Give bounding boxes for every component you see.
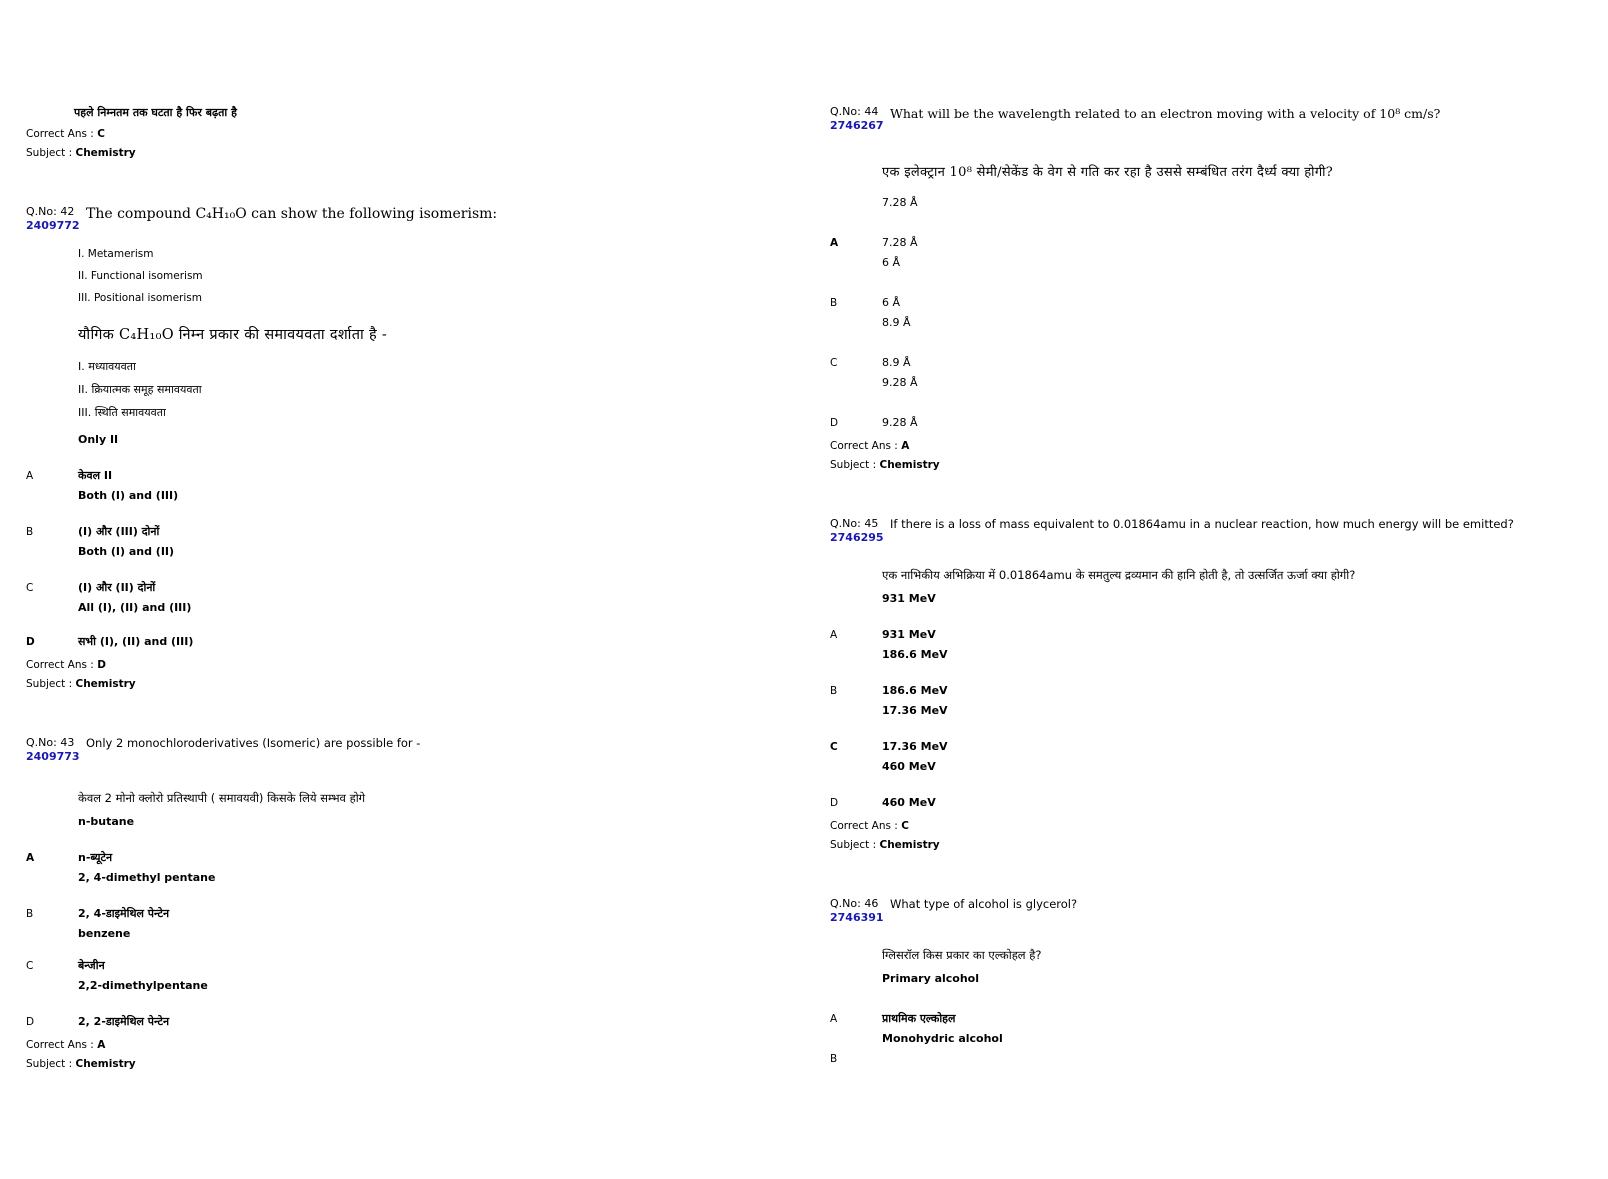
subject-line (830, 456, 1570, 475)
question-number: Q.No: 44 (830, 105, 879, 118)
question-text-hi: एक नाभिकीय अभिक्रिया में 0.01864amu के समतुल्य द्रव्यमान की हानि होती है, तो उत्सर्जित ऊर्जा क्या होगी? (882, 568, 1356, 582)
question-text-hi: ग्लिसरॉल किस प्रकार का एल्कोहल है? (882, 948, 1042, 962)
question-id: 2746295 (830, 531, 884, 544)
question-number-wrap (830, 105, 882, 133)
continued-option-text: पहले निम्नतम तक घटता है फिर बढ़ता है (74, 106, 237, 119)
option-letter: C (830, 741, 838, 753)
correct-answer-line (830, 817, 1570, 836)
option-row[interactable] (830, 793, 1570, 813)
question-header (830, 897, 1570, 925)
option-text-en: 9.28 Å (882, 376, 918, 389)
option-row[interactable] (26, 522, 766, 542)
subject-label: Subject : (26, 147, 73, 159)
question-number: Q.No: 42 (26, 205, 75, 218)
option-text-en: Both (I) and (III) (78, 489, 179, 502)
subject-line (26, 144, 766, 163)
option-row[interactable] (830, 373, 1570, 393)
option-text-hi: 8.9 Å (882, 356, 911, 369)
option-text-hi: 7.28 Å (882, 236, 918, 249)
option-letter: D (26, 636, 35, 648)
correct-answer-value: A (901, 440, 910, 452)
option-row[interactable] (830, 1049, 1570, 1069)
option-row[interactable] (830, 625, 1570, 645)
option-text-en: 186.6 MeV (882, 648, 948, 661)
question-number: Q.No: 46 (830, 897, 879, 910)
block-spacer (830, 475, 1570, 517)
question-text-en: Only 2 monochloroderivatives (Isomeric) are possible for - (86, 736, 421, 750)
option-row[interactable] (26, 904, 766, 924)
option-text-en: 460 MeV (882, 760, 936, 773)
question-number: Q.No: 43 (26, 736, 75, 749)
question-number-wrap (26, 205, 78, 233)
correct-answer-label: Correct Ans : (830, 440, 898, 452)
option-row[interactable] (830, 701, 1570, 721)
option-text-hi: 460 MeV (882, 796, 936, 809)
option-row[interactable] (26, 812, 766, 832)
roman-item: I. मध्यावयवता (78, 360, 136, 373)
option-letter: D (830, 797, 839, 809)
option-letter: A (830, 629, 838, 641)
option-row[interactable] (830, 737, 1570, 757)
roman-item: II. Functional isomerism (78, 270, 203, 282)
question-id: 2746267 (830, 119, 884, 132)
question-text-en: What will be the wavelength related to an electron moving with a velocity of 10⁸ cm/s? (890, 106, 1441, 121)
subject-value: Chemistry (75, 678, 136, 690)
correct-answer-line (26, 1036, 766, 1055)
option-letter: D (26, 1016, 35, 1028)
option-text-en: Only II (78, 433, 119, 446)
correct-answer-value: A (97, 1039, 106, 1051)
option-text-en: Primary alcohol (882, 972, 979, 985)
option-text-en: 17.36 MeV (882, 704, 948, 717)
roman-item: II. क्रियात्मक समूह समावयवता (78, 383, 202, 396)
option-row[interactable] (830, 757, 1570, 777)
option-row[interactable] (26, 542, 766, 562)
question-number-wrap (830, 517, 882, 545)
option-letter: C (26, 960, 34, 972)
correct-answer-value: C (97, 128, 105, 140)
options-list (830, 589, 1570, 813)
question-text-en: The compound C₄H₁₀O can show the following isomerism: (86, 206, 498, 222)
subject-label: Subject : (830, 459, 877, 471)
option-row[interactable] (830, 313, 1570, 333)
option-row[interactable] (830, 681, 1570, 701)
option-row[interactable] (26, 598, 766, 618)
option-text-hi: प्राथमिक एल्कोहल (882, 1012, 956, 1025)
question-id: 2746391 (830, 911, 884, 924)
subject-line (830, 836, 1570, 855)
option-row[interactable] (26, 956, 766, 976)
subject-value: Chemistry (879, 459, 940, 471)
question-block-42 (26, 205, 766, 694)
correct-answer-label: Correct Ans : (26, 659, 94, 671)
option-letter: A (26, 852, 35, 864)
option-text-en: Both (I) and (II) (78, 545, 175, 558)
question-block-43 (26, 736, 766, 1074)
question-text-hi: यौगिक C₄H₁₀O निम्न प्रकार की समावयवता दर्शाता है - (78, 327, 388, 343)
question-header (26, 205, 766, 233)
question-block-46 (830, 897, 1570, 1069)
option-row[interactable] (830, 353, 1570, 373)
correct-answer-label: Correct Ans : (26, 128, 94, 140)
option-letter: A (830, 1013, 838, 1025)
question-id: 2409773 (26, 750, 80, 763)
subject-value: Chemistry (75, 147, 136, 159)
question-text-en: If there is a loss of mass equivalent to 0.01864amu in a nuclear reaction, how much energy will be emitted? (890, 517, 1514, 531)
option-letter: D (830, 417, 839, 429)
option-text-en: 2,2-dimethylpentane (78, 979, 208, 992)
right-column (830, 105, 1570, 1069)
question-number: Q.No: 45 (830, 517, 879, 530)
option-row[interactable] (26, 1012, 766, 1032)
option-text-en: 6 Å (882, 256, 901, 269)
correct-answer-value: D (97, 659, 106, 671)
question-header (830, 517, 1570, 545)
correct-answer-label: Correct Ans : (26, 1039, 94, 1051)
option-text-hi: (I) और (II) दोनों (78, 581, 156, 594)
continued-question-tail (26, 105, 766, 163)
option-row[interactable] (830, 193, 1570, 213)
options-list (26, 430, 766, 652)
option-text-hi: 2, 4-डाइमेथिल पेन्टेन (78, 907, 170, 920)
option-text-hi: केवल II (78, 469, 113, 482)
option-letter: A (26, 470, 34, 482)
subject-line (26, 1055, 766, 1074)
option-row[interactable] (830, 233, 1570, 253)
option-row[interactable] (830, 413, 1570, 433)
correct-answer-line (26, 125, 766, 144)
subject-label: Subject : (830, 839, 877, 851)
option-text-hi: 186.6 MeV (882, 684, 948, 697)
question-block-45 (830, 517, 1570, 855)
question-number-wrap (26, 736, 78, 764)
subject-label: Subject : (26, 678, 73, 690)
correct-answer-value: C (901, 820, 909, 832)
question-text-hi: केवल 2 मोनो क्लोरो प्रतिस्थापी ( समावयवी) किसके लिये सम्भव होगे (78, 791, 366, 805)
question-block-44 (830, 105, 1570, 475)
option-text-hi: 17.36 MeV (882, 740, 948, 753)
question-header (26, 736, 766, 764)
option-text-en: 8.9 Å (882, 316, 911, 329)
correct-answer-label: Correct Ans : (830, 820, 898, 832)
roman-list-en (78, 243, 766, 309)
option-letter: B (830, 685, 838, 697)
roman-list-hi (78, 355, 766, 424)
option-text-hi: 9.28 Å (882, 416, 918, 429)
option-text-hi: (I) और (III) दोनों (78, 525, 160, 538)
subject-line (26, 675, 766, 694)
roman-item: I. Metamerism (78, 248, 154, 260)
option-row[interactable] (26, 976, 766, 996)
option-letter: C (830, 357, 838, 369)
option-row[interactable] (26, 430, 766, 450)
option-text-en: All (I), (II) and (III) (78, 601, 192, 614)
correct-answer-line (830, 437, 1570, 456)
question-number-wrap (830, 897, 882, 925)
option-row[interactable] (830, 969, 1570, 989)
option-row[interactable] (26, 924, 766, 944)
option-row[interactable] (830, 1029, 1570, 1049)
block-spacer (26, 163, 766, 205)
roman-item: III. Positional isomerism (78, 292, 202, 304)
correct-answer-line (26, 656, 766, 675)
roman-item: III. स्थिति समावयवता (78, 406, 166, 419)
option-text-hi: 6 Å (882, 296, 901, 309)
question-text-hi: एक इलेक्ट्रान 10⁸ सेमी/सेकेंड के वेग से गति कर रहा है उससे सम्बंधित तरंग दैर्ध्य क्या होगी? (882, 165, 1334, 180)
option-letter: B (830, 1053, 838, 1065)
option-text-hi: n-ब्यूटेन (78, 851, 113, 864)
option-row[interactable] (830, 253, 1570, 273)
subject-label: Subject : (26, 1058, 73, 1070)
options-list (26, 812, 766, 1032)
option-row[interactable] (26, 578, 766, 598)
option-text-hi: 931 MeV (882, 628, 936, 641)
subject-value: Chemistry (879, 839, 940, 851)
option-text-en: benzene (78, 927, 131, 940)
left-column (26, 105, 766, 1074)
option-letter: C (26, 582, 34, 594)
option-text-en: Monohydric alcohol (882, 1032, 1003, 1045)
options-list (830, 969, 1570, 1069)
option-text-hi: बेन्जीन (78, 959, 105, 972)
option-text-en: n-butane (78, 815, 135, 828)
option-row[interactable] (26, 486, 766, 506)
option-row[interactable] (830, 589, 1570, 609)
option-row[interactable] (830, 1009, 1570, 1029)
option-letter: B (26, 526, 34, 538)
subject-value: Chemistry (75, 1058, 136, 1070)
block-spacer (830, 855, 1570, 897)
option-row[interactable] (26, 848, 766, 868)
option-text-hi: 2, 2-डाइमेथिल पेन्टेन (78, 1015, 170, 1028)
option-text-en: 2, 4-dimethyl pentane (78, 871, 216, 884)
option-row[interactable] (830, 293, 1570, 313)
option-row[interactable] (26, 466, 766, 486)
option-text-hi: सभी (I), (II) and (III) (78, 635, 194, 648)
option-text-en: 931 MeV (882, 592, 936, 605)
question-text-en: What type of alcohol is glycerol? (890, 897, 1078, 911)
option-row[interactable] (830, 645, 1570, 665)
option-letter: B (830, 297, 838, 309)
option-row[interactable] (26, 868, 766, 888)
option-row[interactable] (26, 632, 766, 652)
option-text-en: 7.28 Å (882, 196, 918, 209)
options-list (830, 193, 1570, 433)
question-header (830, 105, 1570, 133)
option-letter: B (26, 908, 34, 920)
question-id: 2409772 (26, 219, 80, 232)
option-letter: A (830, 237, 839, 249)
block-spacer (26, 694, 766, 736)
